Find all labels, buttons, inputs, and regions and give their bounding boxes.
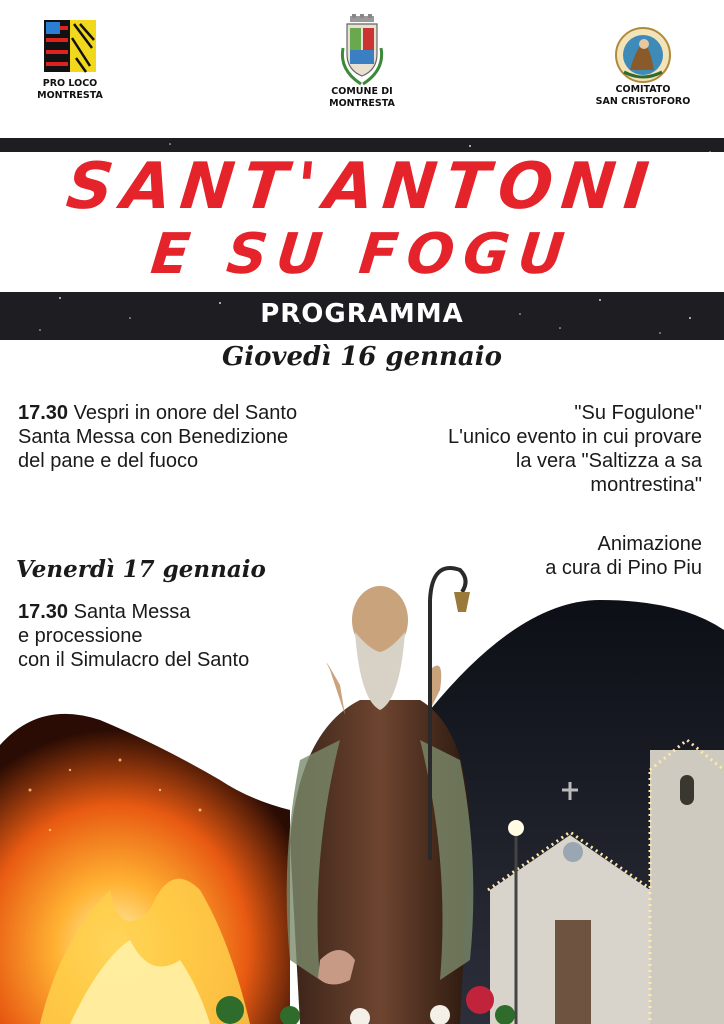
comune-logo-block: [282, 18, 442, 110]
fogulone-line-1: "Su Fogulone": [574, 402, 702, 424]
su-fogulone-block: [362, 401, 702, 497]
fogulone-line-2: L'unico evento in cui provare: [448, 426, 702, 448]
bonfire-photo: [0, 714, 290, 1024]
pro-loco-logo-block: [0, 18, 150, 102]
animazione-line-1: Animazione: [597, 533, 702, 555]
day-1-line-1: Vespri in onore del Santo: [73, 402, 298, 424]
day-2-line-3: con il Simulacro del Santo: [18, 649, 250, 671]
event-title-line-2: E SU FOGU: [147, 222, 577, 287]
day-2-schedule: [18, 600, 338, 672]
day-1-time: 17.30: [18, 402, 69, 424]
church-night-photo: [430, 600, 724, 1024]
day-1-line-2: Santa Messa con Benedizione: [18, 426, 289, 448]
comune-caption: COMUNE DI MONTRESTA: [329, 86, 395, 109]
fogulone-line-3: la vera "Saltizza a sa: [515, 450, 702, 472]
comitato-caption: COMITATO SAN CRISTOFORO: [595, 84, 691, 107]
comune-coat-of-arms: [337, 14, 387, 88]
animazione-line-2: a cura di Pino Piu: [545, 557, 702, 579]
pro-loco-logo: [42, 18, 98, 74]
comitato-logo-block: [563, 18, 723, 108]
day-2-time: 17.30: [18, 601, 69, 623]
day-2-date: Venerdì 17 gennaio: [16, 556, 266, 583]
programma-heading: PROGRAMMA: [260, 299, 464, 329]
event-title-line-1: SANT'ANTONI: [63, 150, 661, 224]
day-1-schedule: [18, 401, 368, 473]
day-1-line-3: del pane e del fuoco: [18, 450, 199, 472]
day-2-line-2: e processione: [18, 625, 143, 647]
comitato-logo: [614, 26, 672, 84]
pro-loco-caption: PRO LOCO MONTRESTA: [37, 78, 103, 101]
day-1-date: Giovedì 16 gennaio: [221, 342, 502, 372]
day-2-line-1: Santa Messa: [73, 601, 191, 623]
fogulone-line-4: montrestina": [590, 474, 702, 496]
